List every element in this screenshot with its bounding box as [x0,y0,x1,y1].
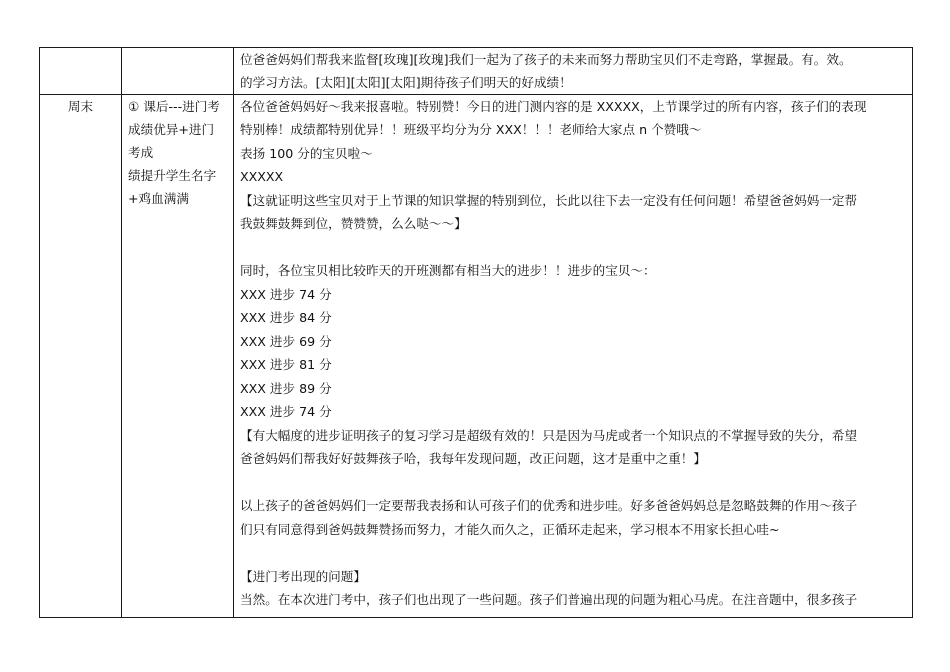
content-line: 我鼓舞鼓舞到位，赞赞赞，么么哒～～】 [240,216,467,231]
column-divider-2 [233,48,234,617]
task-line: ① 课后---进门考 [128,99,220,114]
content-line: XXX 进步 81 分 [240,357,332,372]
content-line: 当然。在本次进门考中，孩子们也出现了一些问题。孩子们普遍出现的问题为粗心马虎。在注音题中，很多孩子 [240,592,858,607]
content-line: 位爸爸妈妈们帮我来监督[玫瑰][玫瑰]我们一起为了孩子的未来而努力帮助宝贝们不走弯路，掌握最。有。效。 [240,52,852,67]
lesson-table [39,47,913,618]
content-line: 【进门考出现的问题】 [240,569,366,584]
content-line: XXX 进步 74 分 [240,287,332,302]
column-divider-1 [121,48,122,617]
content-line: 以上孩子的爸爸妈妈们一定要帮我表扬和认可孩子们的优秀和进步哇。好多爸爸妈妈总是忽略鼓舞的作用～孩子 [240,498,858,513]
task-line: 绩提升学生名字 [128,168,217,183]
task-line: +鸡血满满 [128,191,189,206]
task-line: 考成 [128,145,154,160]
content-line: XXXXX [240,169,284,184]
content-line: XXX 进步 69 分 [240,334,332,349]
content-line: 各位爸爸妈妈好～我来报喜啦。特别赞！今日的进门测内容的是 XXXXX，上节课学过的所有内容，孩子们的表现 [240,99,867,114]
content-line: 们只有同意得到爸妈鼓舞赞扬而努力，才能久而久之，正循环走起来，学习根本不用家长担心哇~ [240,522,780,537]
content-line: 的学习方法。[太阳][太阳][太阳]期待孩子们明天的好成绩！ [240,75,572,90]
content-line: 特别棒！成绩都特别优异！！班级平均分为分 XXX！！！老师给大家点 n 个赞哦～ [240,122,702,137]
content-line: 同时，各位宝贝相比较昨天的开班测都有相当大的进步！！进步的宝贝～： [240,263,656,278]
content-line: 爸爸妈妈们帮我好好鼓舞孩子哈，我每年发现问题，改正问题，这才是重中之重！】 [240,451,706,466]
day-cell: 周末 [67,99,94,114]
content-line: XXX 进步 89 分 [240,381,332,396]
content-line: 【有大幅度的进步证明孩子的复习学习是超级有效的！只是因为马虎或者一个知识点的不掌握导致的失分，希望 [240,428,858,443]
task-line: 成绩优异+进门 [128,122,215,137]
content-line: XXX 进步 84 分 [240,310,332,325]
content-line: XXX 进步 74 分 [240,404,332,419]
content-line: 【这就证明这些宝贝对于上节课的知识掌握的特别到位，长此以往下去一定没有任何问题！希望爸爸妈妈一定帮 [240,193,858,208]
content-line: 表扬 100 分的宝贝啦～ [240,146,373,161]
